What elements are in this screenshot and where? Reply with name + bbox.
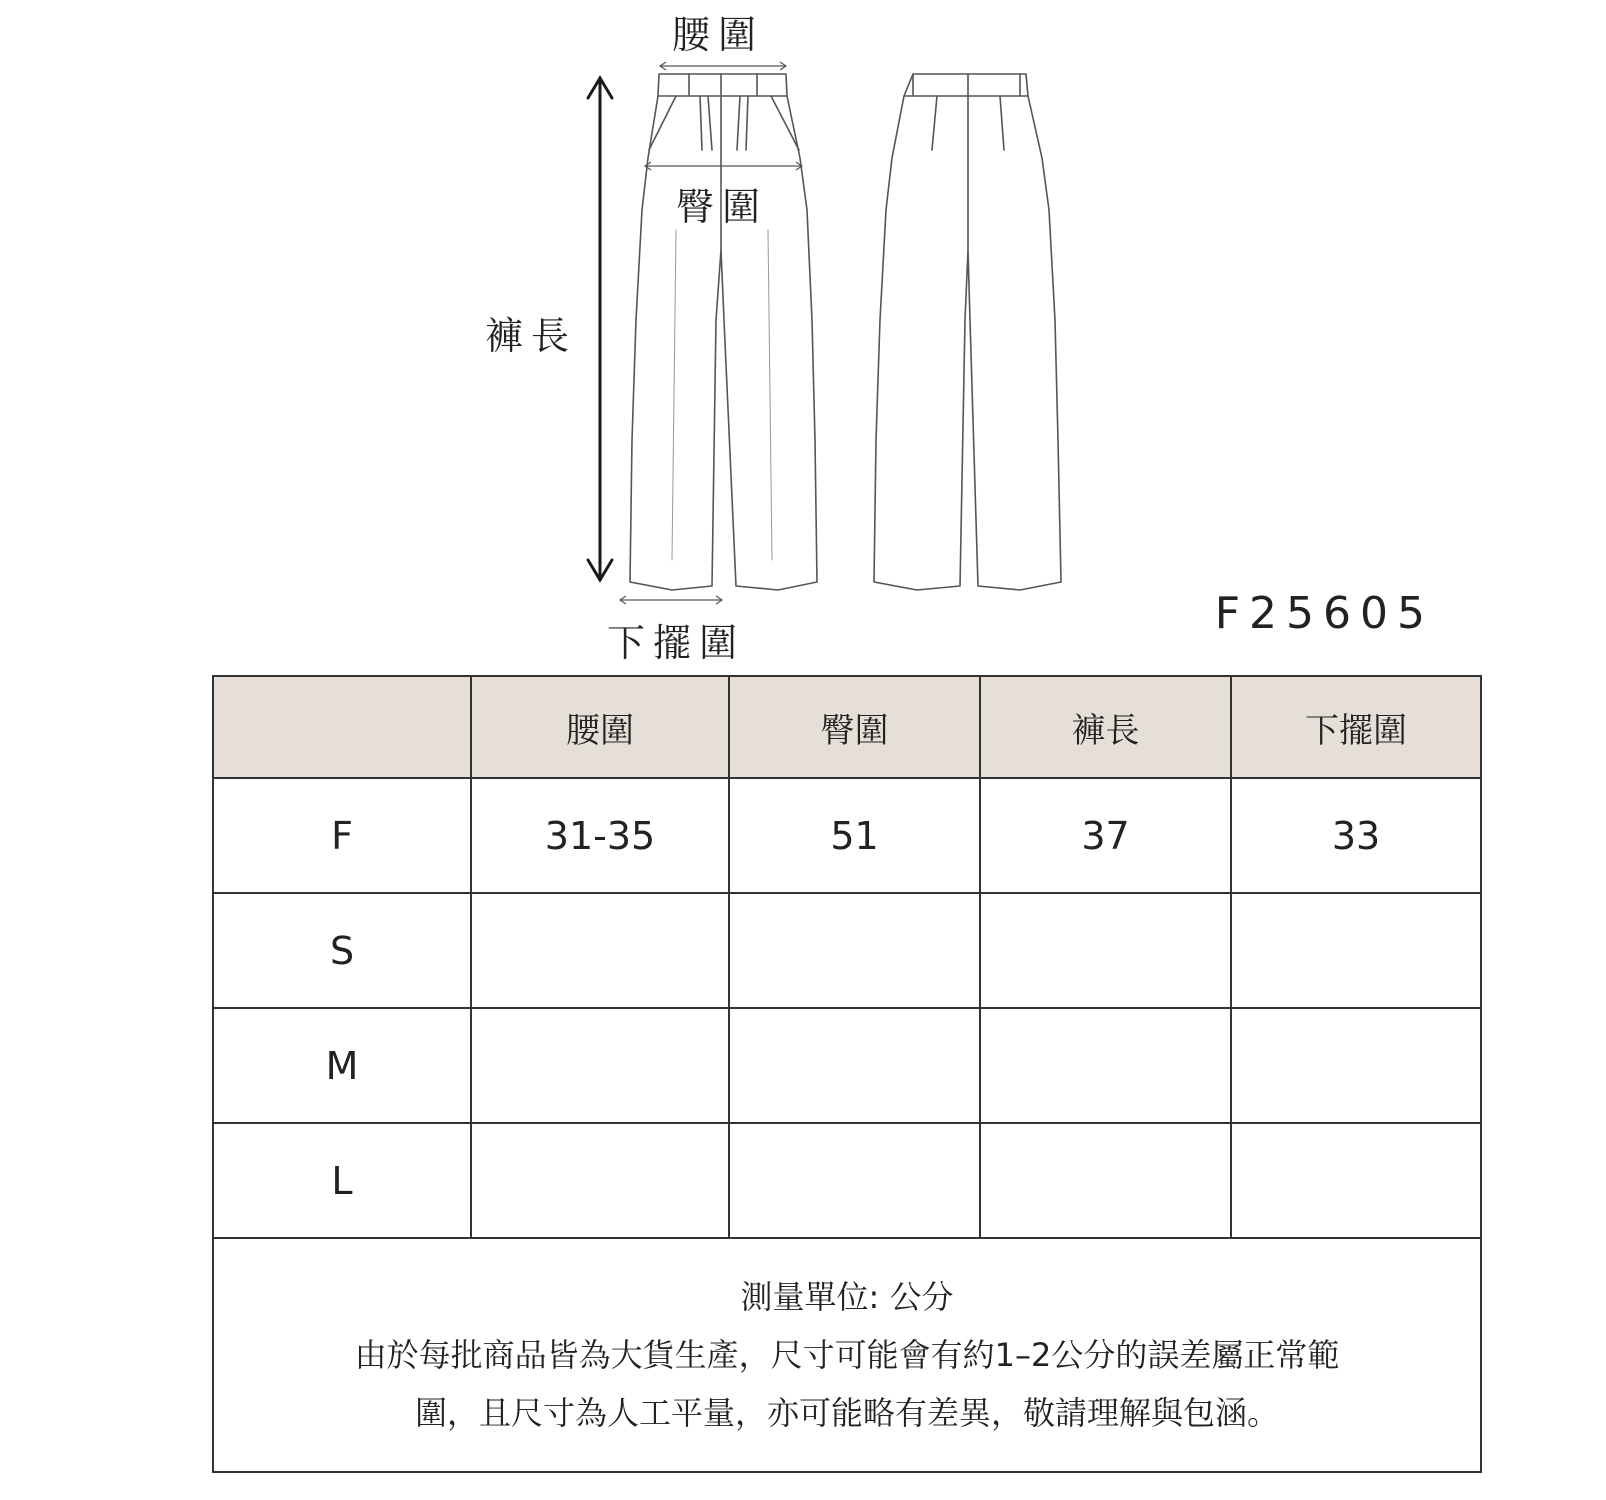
- table-cell: [471, 1008, 729, 1123]
- header-cell-hem: 下擺圍: [1231, 676, 1481, 778]
- size-cell: L: [213, 1123, 471, 1238]
- pants-line-art: [0, 0, 1606, 660]
- table-cell: 51: [729, 778, 980, 893]
- header-cell-size: [213, 676, 471, 778]
- front-pants-outline: [630, 74, 817, 590]
- measurement-note: [213, 1238, 1481, 1472]
- table-row: [213, 778, 1481, 893]
- note-line-2: 圍，且尺寸為人工平量，亦可能略有差異，敬請理解與包涵。: [414, 1394, 1279, 1432]
- table-cell: [980, 1123, 1231, 1238]
- pants-diagram: [0, 0, 1606, 665]
- hip-label: 臀圍: [676, 185, 769, 229]
- table-cell: [980, 893, 1231, 1008]
- table-row: [213, 1123, 1481, 1238]
- note-unit: 測量單位: 公分: [740, 1278, 954, 1316]
- size-cell: M: [213, 1008, 471, 1123]
- header-cell-hip: 臀圍: [729, 676, 980, 778]
- table-cell: 37: [980, 778, 1231, 893]
- table-cell: [729, 1008, 980, 1123]
- table-header-row: [213, 676, 1481, 778]
- size-cell: S: [213, 893, 471, 1008]
- size-table: [212, 675, 1482, 1473]
- length-label: 褲長: [485, 314, 578, 358]
- table-cell: [471, 1123, 729, 1238]
- product-code: F25605: [1214, 588, 1434, 639]
- table-cell: [729, 1123, 980, 1238]
- table-row: [213, 1008, 1481, 1123]
- front-pocket-right: [771, 96, 799, 150]
- size-cell: F: [213, 778, 471, 893]
- table-cell: [729, 893, 980, 1008]
- table-cell: [1231, 1008, 1481, 1123]
- table-cell: [1231, 1123, 1481, 1238]
- hem-label: 下擺圍: [607, 621, 746, 665]
- table-cell: 31-35: [471, 778, 729, 893]
- table-row: [213, 893, 1481, 1008]
- header-cell-length: 褲長: [980, 676, 1231, 778]
- header-cell-waist: 腰圍: [471, 676, 729, 778]
- note-line-1: 由於每批商品皆為大貨生產，尺寸可能會有約1–2公分的誤差屬正常範: [354, 1336, 1340, 1374]
- table-cell: [471, 893, 729, 1008]
- waist-label: 腰圍: [672, 13, 765, 57]
- note-row: [213, 1238, 1481, 1472]
- table-cell: [1231, 893, 1481, 1008]
- table-cell: 33: [1231, 778, 1481, 893]
- table-cell: [980, 1008, 1231, 1123]
